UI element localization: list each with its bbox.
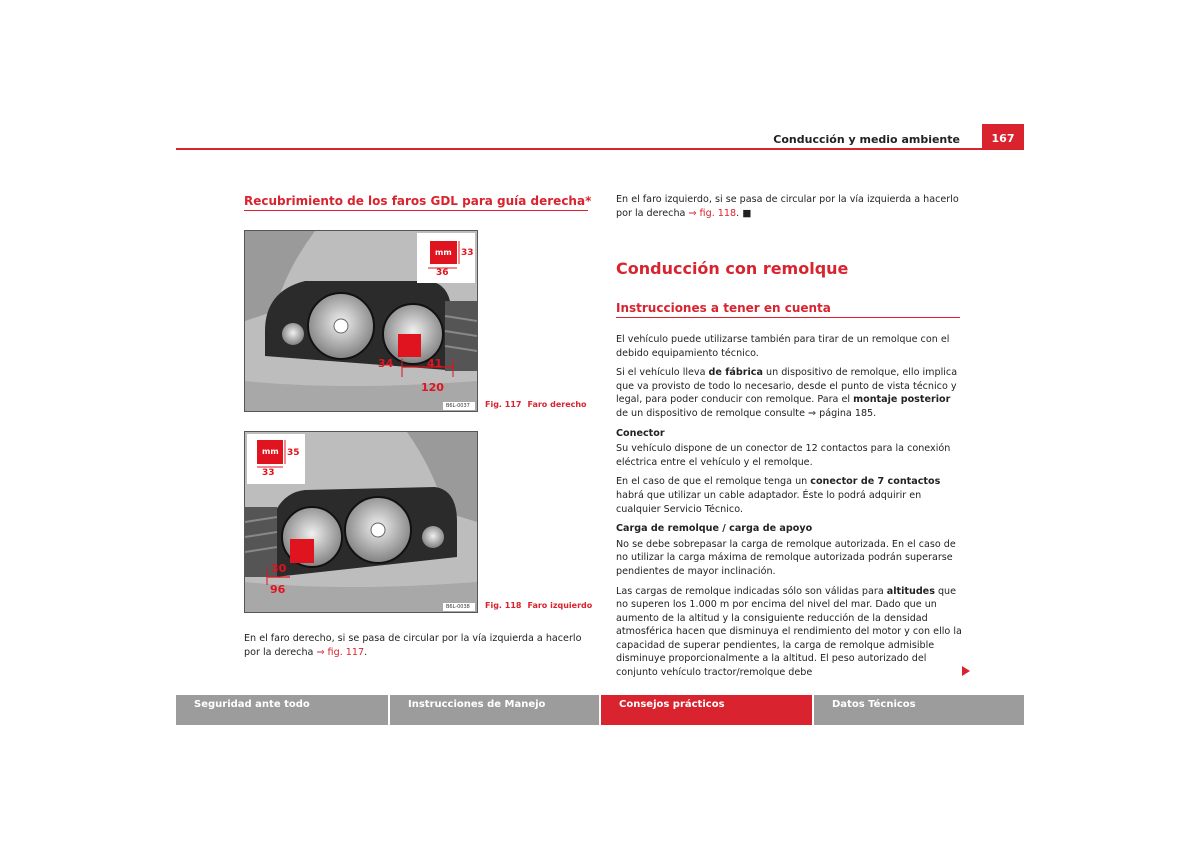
figure-117-dim-b: 41 — [427, 357, 443, 370]
tab-instrucciones[interactable]: Instrucciones de Manejo — [390, 695, 599, 725]
figure-117-dim-bottom: 36 — [436, 268, 449, 278]
figure-118-mm-label: mm — [262, 447, 279, 456]
figure-118-caption-number: Fig. 118 — [485, 601, 522, 610]
figure-118-dim-bottom: 33 — [262, 468, 275, 478]
subheading-carga: Carga de remolque / carga de apoyo — [616, 523, 813, 535]
right-body-text — [616, 333, 962, 686]
figure-118-caption — [485, 601, 598, 610]
figure-118-dim-b: 96 — [270, 583, 286, 596]
tab-consejos[interactable]: Consejos prácticos — [601, 695, 812, 725]
figure-117-caption — [485, 400, 593, 409]
section-heading-faros: Recubrimiento de los faros GDL para guía derecha* — [244, 194, 592, 208]
paragraph-conector-7: En el caso de que el remolque tenga un conector de 7 contactos habrá que utilizar un cable adaptador. Éste lo podrá adquirir en cualquier Servicio Técnico. — [616, 476, 941, 515]
tab-datos-tecnicos[interactable]: Datos Técnicos — [814, 695, 1024, 725]
sub-heading-rule — [616, 317, 960, 318]
running-header-title: Conducción y medio ambiente — [773, 133, 960, 146]
figure-117-caption-text: Faro derecho — [527, 400, 587, 409]
main-heading-remolque: Conducción con remolque — [616, 259, 849, 278]
figure-117-headlight-right — [244, 230, 478, 412]
right-intro-paragraph: En el faro izquierdo, si se pasa de circular por la vía izquierda a hacerlo por la derecha ⇒ fig. 118. ■ — [616, 194, 959, 219]
figure-118-headlight-left — [244, 431, 478, 613]
figure-118-dim-a: 30 — [271, 562, 287, 575]
section-heading-rule — [244, 210, 588, 211]
figure-118-caption-text: Faro izquierdo — [527, 601, 593, 610]
paragraph-carga: No se debe sobrepasar la carga de remolque autorizada. En el caso de no utilizar la carga máxima de remolque autorizada podrán superarse pendientes de mayor inclinación. — [616, 538, 956, 577]
figure-117-mm-label: mm — [435, 248, 452, 257]
paragraph-fabrica: Si el vehículo lleva de fábrica un dispositivo de remolque, ello implica que va provisto de todo lo necesario, desde el punto de vista técnico y legal, para poder conducir con remolque. Para el montaje posterior de un dispositivo de remolque consulte ⇒ página 185. — [616, 367, 958, 419]
figure-117-dim-c: 120 — [421, 381, 444, 394]
figure-118-dim-right: 35 — [287, 448, 300, 458]
tab-seguridad[interactable]: Seguridad ante todo — [176, 695, 388, 725]
left-paragraph: En el faro derecho, si se pasa de circular por la vía izquierda a hacerlo por la derecha ⇒ fig. 117. — [244, 633, 582, 658]
figure-118-code: B6L-0038 — [446, 604, 470, 610]
fig-118-link[interactable]: ⇒ fig. 118 — [688, 207, 737, 219]
page-number: 167 — [982, 124, 1024, 150]
header-rule — [176, 148, 1024, 150]
continue-arrow-icon — [962, 666, 970, 676]
figure-117-dim-right: 33 — [461, 248, 474, 258]
paragraph-equipamiento: El vehículo puede utilizarse también para tirar de un remolque con el debido equipamiento técnico. — [616, 334, 950, 359]
subheading-conector: Conector — [616, 427, 665, 439]
paragraph-altitudes: Las cargas de remolque indicadas sólo son válidas para altitudes que no superen los 1.000 m por encima del nivel del mar. Dado que un aumento de la altitud y la consiguiente reducción de la densidad atmosférica hacen que disminuya el rendimiento del motor y con ello la capacidad de superar pendientes, la carga de remolque admisible disminuye proporcionalmente a la altitud. El peso autorizado del conjunto vehículo tractor/remolque debe — [616, 585, 962, 679]
fig-117-link[interactable]: ⇒ fig. 117 — [316, 646, 365, 658]
sub-heading-instrucciones: Instrucciones a tener en cuenta — [616, 301, 831, 315]
paragraph-conector-12: Su vehículo dispone de un conector de 12 contactos para la conexión eléctrica entre el vehículo y el remolque. — [616, 443, 951, 468]
figure-117-dim-a: 34 — [378, 357, 394, 370]
figure-117-code: B6L-0037 — [446, 403, 470, 409]
figure-117-caption-number: Fig. 117 — [485, 400, 522, 409]
